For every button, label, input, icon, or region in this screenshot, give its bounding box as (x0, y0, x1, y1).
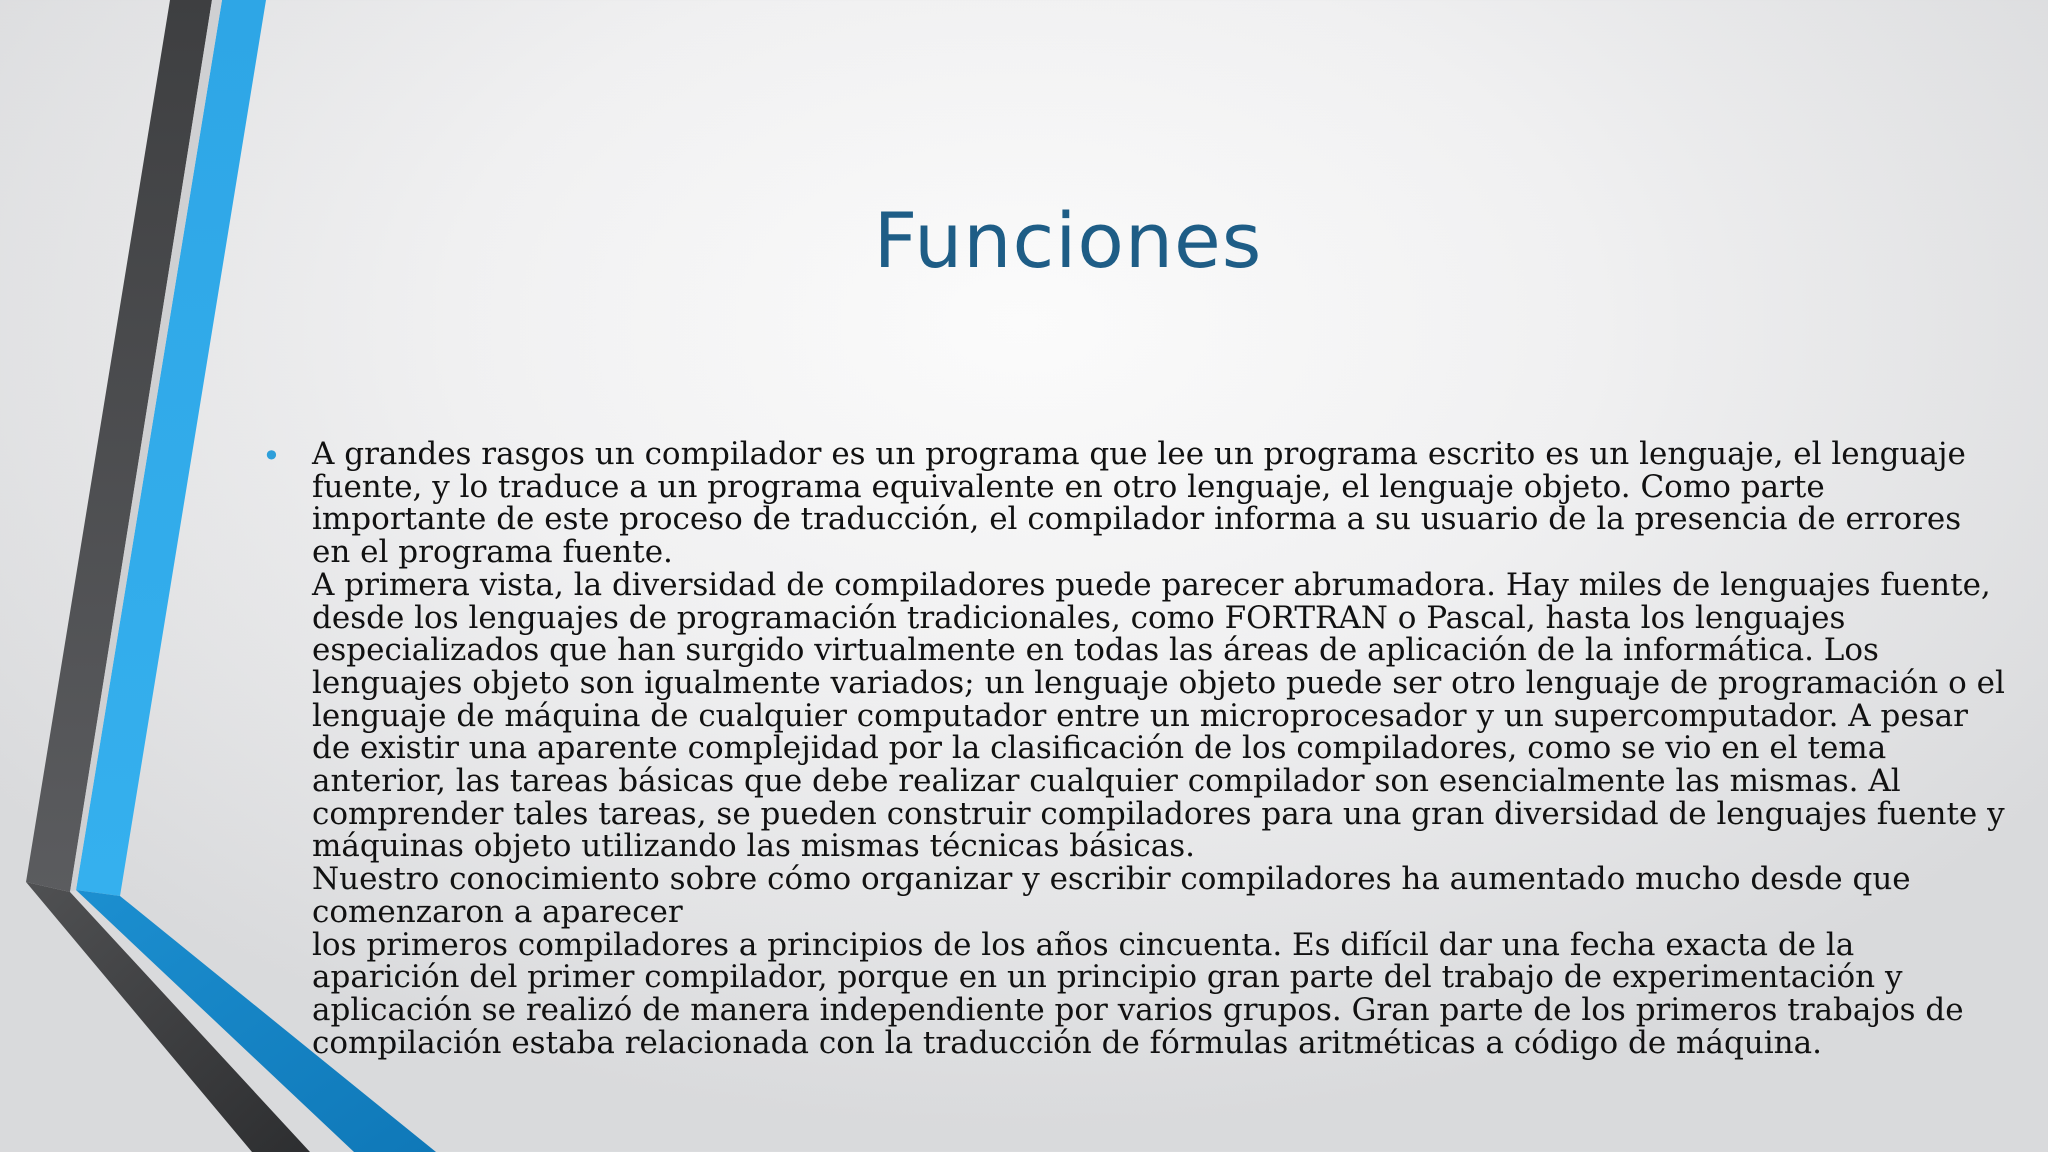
text-line: A primera vista, la diversidad de compiladores puede parecer abrumadora. Hay miles de lenguajes fuente, (312, 566, 1991, 603)
bullet-dot-icon: • (262, 437, 281, 475)
text-line: aparición del primer compilador, porque en un principio gran parte del trabajo de experimentación y (312, 959, 1903, 996)
text-line: lenguajes objeto son igualmente variados; un lenguaje objeto puede ser otro lenguaje de programación o el (312, 664, 2005, 701)
text-line: máquinas objeto utilizando las mismas técnicas básicas. (312, 828, 1195, 865)
bullet-paragraph (312, 436, 2005, 1061)
light-separator (70, 0, 222, 892)
slide-title: Funciones (873, 196, 1263, 285)
text-line: de existir una aparente complejidad por la clasificación de los compiladores, como se vio en el tema (312, 730, 1887, 767)
text-line: comenzaron a aparecer (312, 893, 683, 930)
text-line: A grandes rasgos un compilador es un programa que lee un programa escrito es un lenguaje, el lenguaje (312, 436, 1966, 472)
text-line: aplicación se realizó de manera independiente por varios grupos. Gran parte de los primeros trabajos de (312, 991, 1964, 1028)
text-line: fuente, y lo traduce a un programa equivalente en otro lenguaje, el lenguaje objeto. Como parte (312, 468, 1825, 505)
text-line: Nuestro conocimiento sobre cómo organizar y escribir compiladores ha aumentado mucho desde que (312, 861, 1911, 898)
text-line: lenguaje de máquina de cualquier computador entre un microprocesador y un supercomputador. A pesar (312, 697, 1968, 734)
text-line: compilación estaba relacionada con la traducción de fórmulas aritméticas a código de máquina. (312, 1024, 1822, 1061)
text-line: en el programa fuente. (312, 534, 673, 571)
text-line: desde los lenguajes de programación tradicionales, como FORTRAN o Pascal, hasta los lenguajes (312, 599, 1846, 636)
text-line: anterior, las tareas básicas que debe realizar cualquier compilador son esencialmente las mismas. Al (312, 763, 1901, 800)
text-line: especializados que han surgido virtualmente en todas las áreas de aplicación de la informática. Los (312, 632, 1879, 669)
text-line: comprender tales tareas, se pueden construir compiladores para una gran diversidad de lenguajes fuente y (312, 795, 2005, 832)
text-line: importante de este proceso de traducción, el compilador informa a su usuario de la presencia de errores (312, 501, 1962, 538)
text-line: los primeros compiladores a principios de los años cincuenta. Es difícil dar una fecha exacta de la (312, 926, 1855, 963)
